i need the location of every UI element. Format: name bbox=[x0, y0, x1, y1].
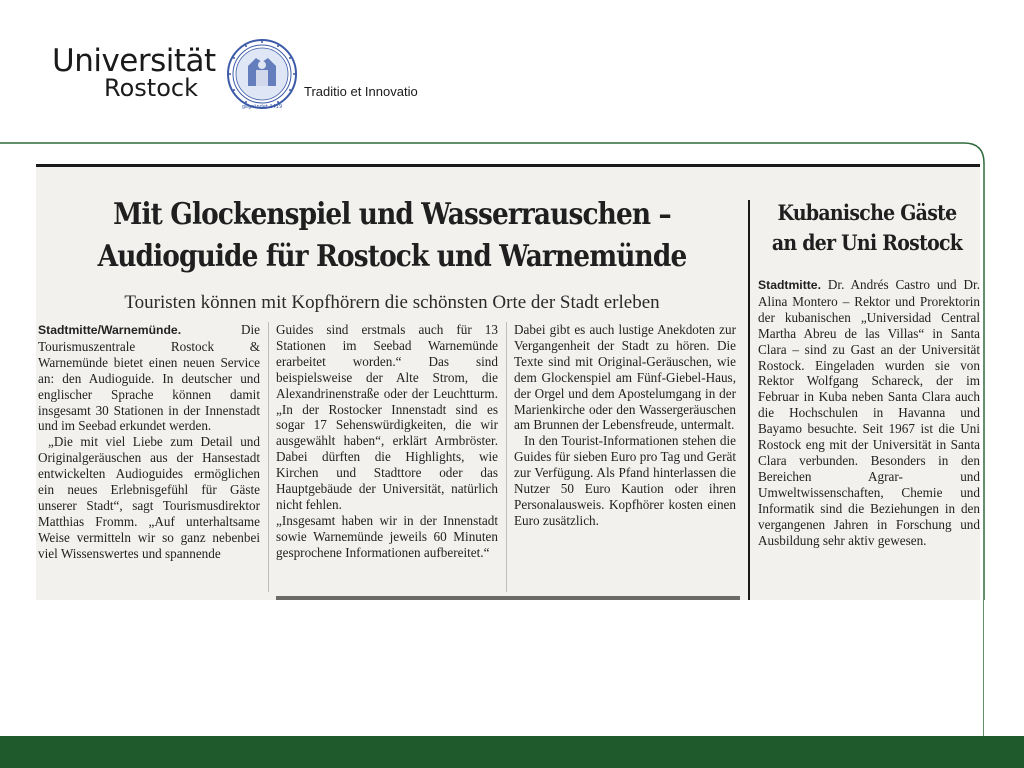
newspaper-clipping bbox=[36, 164, 980, 600]
header bbox=[0, 0, 1024, 140]
university-city: Rostock bbox=[104, 74, 198, 102]
side-dateline: Stadtmitte. bbox=[758, 278, 821, 292]
side-headline-line-2: an der Uni Rostock bbox=[771, 230, 963, 255]
article-subheadline: Touristen können mit Kopfhörern die schönsten Orte der Stadt erleben bbox=[124, 292, 660, 313]
article-column-1 bbox=[38, 322, 260, 562]
article-column-2 bbox=[276, 322, 498, 561]
headline-line-2: Audioguide für Rostock und Warnemünde bbox=[97, 239, 687, 274]
university-motto: Traditio et Innovatio bbox=[304, 84, 418, 99]
side-article-headline bbox=[765, 198, 968, 258]
column-3-paragraph-2: In den Tourist-Informationen stehen die Guides für sieben Euro pro Tag und Gerät zur Verfügung. Als Pfand hinterlassen die Nutzer 50 Euro Kaution oder ihren Personalausweis. Kopfhörer kosten einen Euro zusätzlich. bbox=[514, 433, 736, 528]
column-3-paragraph-1: Dabei gibt es auch lustige Anekdoten zur Vergangenheit der Stadt zu hören. Die Texte sind mit Original-Geräuschen, wie dem Glockenspiel am Fünf-Giebel-Haus, der Orgel und dem Apostelumgang in der Marienkirche oder den Wassergeräuschen am Brunnen der Lebensfreude, untermalt. bbox=[514, 322, 736, 433]
column-2-paragraph-1: Guides sind erstmals auch für 13 Stationen im Seebad Warnemünde erarbeitet worden.“ Das sind beispielsweise der Alte Strom, die Alexandrinenstraße oder der Leuchtturm. „In der Rostocker Innenstadt sind es sogar 17 Sehenswürdigkeiten, die wir ausgewählt haben“, erklärt Armbröster. Dabei dürften die Highlights, wie Kirchen und Stadttore oder das Hauptgebäude der Universität, natürlich nicht fehlen. bbox=[276, 322, 498, 512]
side-headline-line-1: Kubanische Gäste bbox=[777, 200, 957, 225]
clipping-top-rule bbox=[36, 164, 980, 167]
footer-bar bbox=[0, 736, 1024, 768]
photo-edge bbox=[276, 596, 740, 600]
side-body-text: Dr. Andrés Castro und Dr. Alina Montero – Rektor und Prorektorin der kubanischen „Universidad Central Martha Abreu de las Villas“ in Santa Clara – sind zu Gast an der Universität Rostock. Eingeladen wurden sie von Rektor Wolfgang Schareck, der im Februar in Kuba neben Santa Clara auch die Hochschulen in Havanna und Bayamo besuchte. Seit 1967 ist die Uni Rostock eng mit der Universität in Santa Clara verbunden. Besonders in den Bereichen Agrar- und Umweltwissenschaften, Chemie und Informatik sind die Beziehungen in den vergangenen Jahren in Forschung und Ausbildung sehr aktiv gewesen. bbox=[758, 277, 980, 548]
column-divider bbox=[506, 322, 507, 592]
side-article-divider bbox=[748, 200, 750, 600]
article-column-3 bbox=[514, 322, 736, 529]
side-article-body bbox=[758, 277, 980, 548]
column-1-paragraph-1 bbox=[38, 322, 260, 434]
column-1-paragraph-2: „Die mit viel Liebe zum Detail und Originalgeräuschen aus der Hansestadt entwickelten Audioguides ermöglichen ein neues Erlebnisgefühl für Gäste unserer Stadt“, sagt Tourismusdirektor Matthias Fromm. „Auf unterhaltsame Weise vermitteln wir so ganz nebenbei viel Wissenswertes und spannende bbox=[38, 434, 260, 561]
headline-line-1: Mit Glockenspiel und Wasserrauschen – bbox=[113, 197, 671, 232]
university-seal-icon bbox=[226, 38, 298, 110]
footer-gap bbox=[984, 600, 1024, 736]
seal-caption: gegründet 1419 bbox=[241, 104, 283, 110]
article-headline bbox=[79, 194, 706, 278]
dateline: Stadtmitte/Warnemünde. bbox=[38, 323, 182, 337]
paragraph-text: Die Tourismuszentrale Rostock & Warnemünde bietet einen neuen Service an: den Audioguide. In deutscher und englischer Sprache können damit insgesamt 30 Stationen in der Innenstadt und im Seebad erkundet werden. bbox=[38, 322, 260, 434]
university-name: Universität bbox=[52, 43, 216, 79]
column-divider bbox=[268, 322, 269, 592]
column-2-paragraph-2: „Insgesamt haben wir in der Innenstadt sowie Warnemünde jeweils 60 Minuten gesprochene Informationen aufbereitet.“ bbox=[276, 512, 498, 560]
